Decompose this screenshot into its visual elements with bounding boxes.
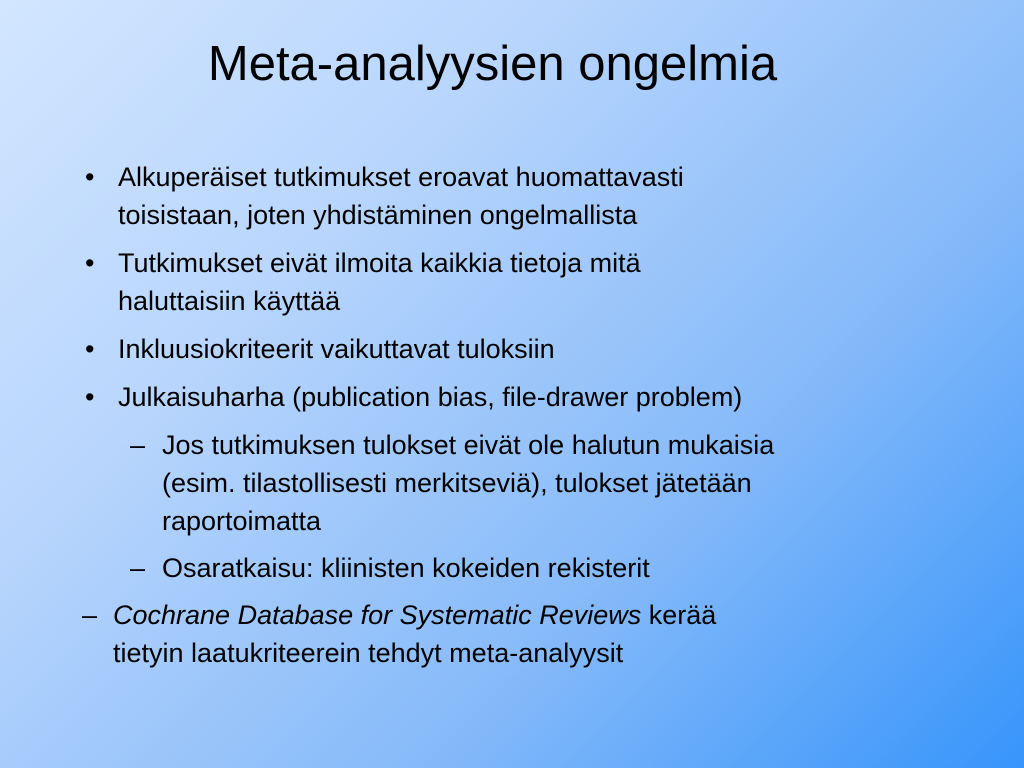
bullet-item [0,244,888,320]
sub-bullet-item [0,549,962,587]
slide-content [0,158,1024,672]
sub-bullet-item [0,426,962,540]
bullet-text: haluttaisiin käyttää [118,286,341,316]
bullet-text: Julkaisuharha (publication bias, file-drawer problem) [118,382,743,412]
cochrane-line-1-rest: kerää [641,600,717,630]
cochrane-line-1 [113,596,913,634]
dash-marker: – [82,600,98,630]
bullet-text: toisistaan, joten yhdistäminen ongelmallista [118,200,638,230]
dash-marker: – [130,553,146,583]
bullet-text: Alkuperäiset tutkimukset eroavat huomattavasti [118,162,684,192]
bullet-marker: • [85,162,95,192]
sub-bullet-text: Jos tutkimuksen tulokset eivät ole halutun mukaisia [162,430,775,460]
bullet-marker: • [85,382,95,412]
bullet-item [0,378,888,416]
bullet-text: Tutkimukset eivät ilmoita kaikkia tietoja mitä [118,248,641,278]
cochrane-item [0,596,913,672]
sub-bullet-text: (esim. tilastollisesti merkitseviä), tulokset jätetään [162,468,752,498]
dash-marker: – [130,430,146,460]
slide-title: Meta-analyysien ongelmia [207,37,778,91]
bullet-item [0,330,888,368]
sub-bullet-text: raportoimatta [162,506,322,536]
cochrane-line-2: tietyin laatukriteerein tehdyt meta-analyysit [113,638,624,668]
cochrane-database-name: Cochrane Database for Systematic Reviews [113,600,642,630]
bullet-text: Inkluusiokriteerit vaikuttavat tuloksiin [118,334,555,364]
bullet-marker: • [85,248,95,278]
bullet-item [0,158,888,234]
sub-bullet-text: Osaratkaisu: kliinisten kokeiden rekisterit [162,553,650,583]
bullet-marker: • [85,334,95,364]
